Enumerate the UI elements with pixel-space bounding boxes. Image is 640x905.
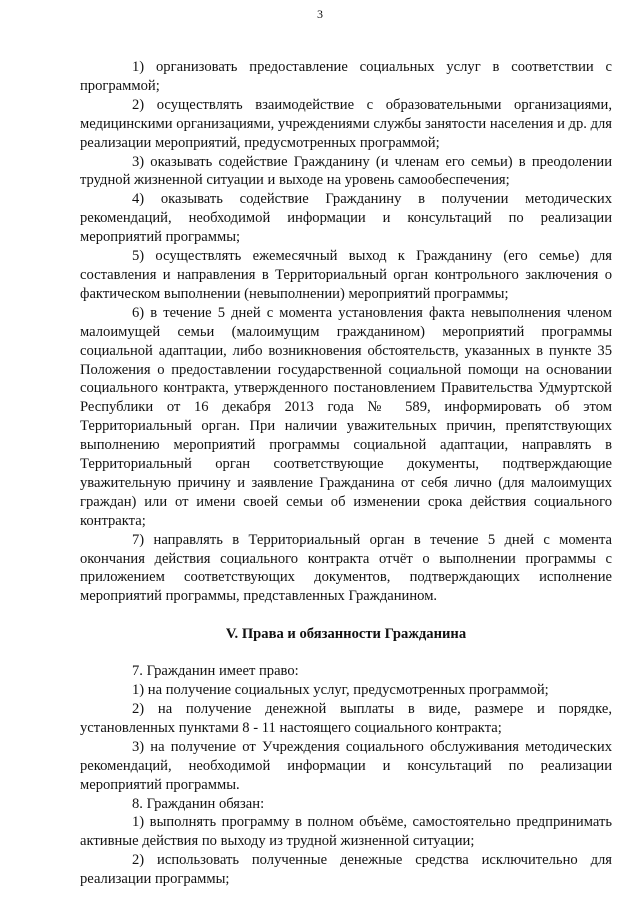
page-number: 3 (317, 7, 323, 21)
paragraph: 5) осуществлять ежемесячный выход к Гражданину (его семье) для составления и направления в Территориальный орган контрольного заключения о фактическом выполнении (невыполнении) мероприятий программы; (80, 248, 612, 302)
section-heading: V. Права и обязанности Гражданина (225, 626, 467, 643)
paragraph: 7. Гражданин имеет право: (132, 663, 299, 680)
paragraph: 2) на получение денежной выплаты в виде, размере и порядке, установленных пунктами 8 - 11 настоящего социального контракта; (80, 701, 612, 736)
paragraph: 2) использовать полученные денежные средства исключительно для реализации программы; (80, 852, 612, 888)
paragraph: 1) организовать предоставление социальных услуг в соответствии с программой; (80, 59, 612, 94)
paragraph: 6) в течение 5 дней с момента установления факта невыполнения членом малоимущей семьи (малоимущим гражданином) мероприятий программы социальной адаптации, либо возникновения обстоятельств, указанных в пункте 35 Положения о предоставлении государственной социальной помощи на основании социального контракта, утвержденного постановлением Правительства Удмуртской Республики от 16 декабря 2013 года № 589, информировать об этом Территориальный орган. При наличии уважительных причин, препятствующих выполнению мероприятий программы социальной адаптации, направлять в Территориальный орган соответствующие документы, подтверждающие уважительную причину и заявление Гражданина от себя лично (для малоимущих граждан) или от имени своей семьи об изменении срока действия социального контракта; (80, 304, 612, 529)
paragraph: 2) осуществлять взаимодействие с образовательными организациями, медицинскими организациями, учреждениями службы занятости населения и др. для реализации мероприятий, предусмотренных программой; (80, 96, 612, 151)
paragraph: 8. Гражданин обязан: (132, 795, 265, 812)
paragraph: 1) выполнять программу в полном объёме, самостоятельно предпринимать активные действия по выходу из трудной жизненной ситуации; (80, 814, 612, 850)
paragraph: 4) оказывать содействие Гражданину в получении методических рекомендаций, необходимой информации и консультаций по реализации мероприятий программы; (80, 191, 612, 246)
document-body (80, 58, 612, 889)
paragraph: 1) на получение социальных услуг, предусмотренных программой; (132, 682, 549, 699)
paragraph: 7) направлять в Территориальный орган в течение 5 дней с момента окончания действия социального контракта отчёт о выполнении программы с приложением соответствующих документов, подтверждающих исполнение мероприятий программы, представленных Гражданином. (80, 531, 612, 605)
paragraph: 3) оказывать содействие Гражданину (и членам его семьи) в преодолении трудной жизненной ситуации и выходе на уровень самообеспечения; (80, 153, 612, 189)
paragraph: 3) на получение от Учреждения социального обслуживания методических рекомендаций, необходимой информации и консультаций по реализации мероприятий программы. (80, 738, 612, 793)
